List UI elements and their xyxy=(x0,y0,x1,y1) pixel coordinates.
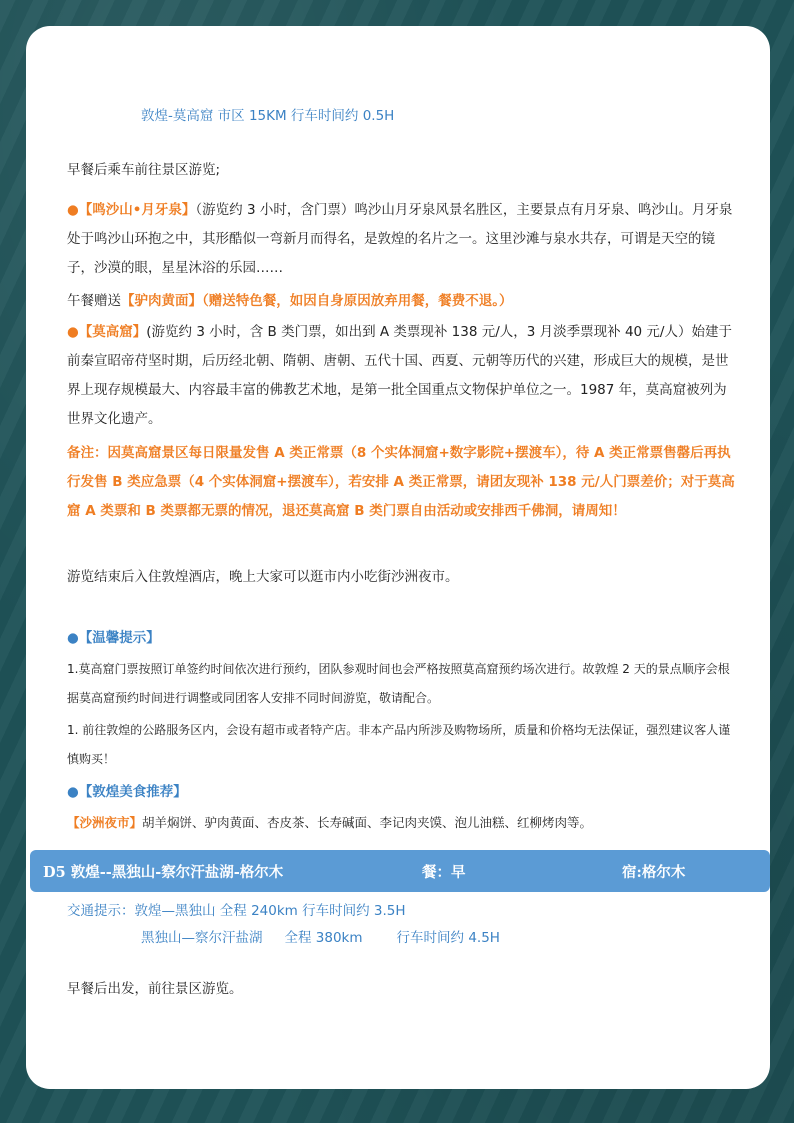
day5-start-note: 早餐后出发，前往景区游览。 xyxy=(67,981,243,997)
tips-item-1: 1.莫高窟门票按照订单签约时间依次进行预约，团队参观时间也会严格按照莫高窟预约场次进行。故敦煌 2 天的景点顺序会根据莫高窟预约时间进行调整或同团客人安排不同时间游览，敬请配合。 xyxy=(67,662,730,705)
food-line xyxy=(67,813,592,833)
transport-route-2: 黑独山—察尔汗盐湖 xyxy=(141,930,263,946)
day5-header xyxy=(30,850,770,892)
day5-meal: 餐：早 xyxy=(422,864,466,881)
mingsha-title: 【鸣沙山•月牙泉】 xyxy=(78,202,196,218)
transport-row-1 xyxy=(67,901,406,921)
day5-stay: 宿:格尔木 xyxy=(622,864,686,881)
mogao-paragraph xyxy=(67,318,735,434)
evening-note: 游览结束后入住敦煌酒店，晚上大家可以逛市内小吃街沙洲夜市。 xyxy=(67,569,459,585)
mogao-text: (游览约 3 小时，含 B 类门票，如出到 A 类票现补 138 元/人，3 月淡季票现补 40 元/人）始建于前秦宣昭帝苻坚时期，后历经北朝、隋朝、唐朝、五代十国、西夏、元朝等历代的兴建，形成巨大的规模，是世界上现存规模最大、内容最丰富的佛教艺术地，是第一批全国重点文物保护单位之一。1987 年，莫高窟被列为世界文化遗产。 xyxy=(67,324,732,427)
transport-time-2: 行车时间约 4.5H xyxy=(396,930,500,946)
tips-heading: ●【温馨提示】 xyxy=(67,630,160,646)
bullet-icon: ● xyxy=(67,202,79,218)
breakfast-note: 早餐后乘车前往景区游览; xyxy=(67,162,221,178)
route-info: 敦煌-莫高窟 市区 15KM 行车时间约 0.5H xyxy=(141,108,395,124)
food-label: 【沙洲夜市】 xyxy=(67,815,143,830)
transport-distance-2: 全程 380km xyxy=(284,930,363,946)
lunch-line xyxy=(67,291,513,311)
transport-route-1: 敦煌—黑独山 全程 240km 行车时间约 3.5H xyxy=(134,903,406,919)
lunch-title: 【驴肉黄面】 xyxy=(121,293,202,309)
mogao-title: 【莫高窟】 xyxy=(78,324,147,340)
bullet-icon: ● xyxy=(67,324,79,340)
mingsha-paragraph xyxy=(67,196,735,283)
lunch-note: （赠送特色餐，如因自身原因放弃用餐，餐费不退。） xyxy=(202,293,513,309)
day5-title: D5 敦煌--黑独山-察尔汗盐湖-格尔木 xyxy=(43,864,284,881)
food-text: 胡羊焖饼、驴肉黄面、杏皮茶、长寿碱面、李记肉夹馍、泡儿油糕、红柳烤肉等。 xyxy=(142,815,593,830)
transport-label: 交通提示： xyxy=(67,903,135,919)
lunch-prefix: 午餐赠送 xyxy=(67,293,121,309)
remark-paragraph: 备注：因莫高窟景区每日限量发售 A 类正常票（8 个实体洞窟+数字影院+摆渡车），待 A 类正常票售罄后再执行发售 B 类应急票（4 个实体洞窟+摆渡车），若安排 A 类正常票，请团友现补 138 元/人门票差价；对于莫高窟 A 类票和 B 类票都无票的情况，退还莫高窟 B 类门票自由活动或安排西千佛洞，请周知！ xyxy=(67,445,735,519)
transport-row-2 xyxy=(141,928,500,948)
tips-item-2: 1. 前往敦煌的公路服务区内，会设有超市或者特产店。非本产品内所涉及购物场所，质量和价格均无法保证，强烈建议客人谨慎购买！ xyxy=(67,723,731,766)
food-heading: ●【敦煌美食推荐】 xyxy=(67,784,187,800)
mingsha-text: （游览约 3 小时，含门票）鸣沙山月牙泉风景名胜区，主要景点有月牙泉、鸣沙山。月牙泉处于鸣沙山环抱之中，其形酷似一弯新月而得名，是敦煌的名片之一。这里沙滩与泉水共存，可谓是天空的镜子，沙漠的眼，星星沐浴的乐园…… xyxy=(67,202,733,276)
